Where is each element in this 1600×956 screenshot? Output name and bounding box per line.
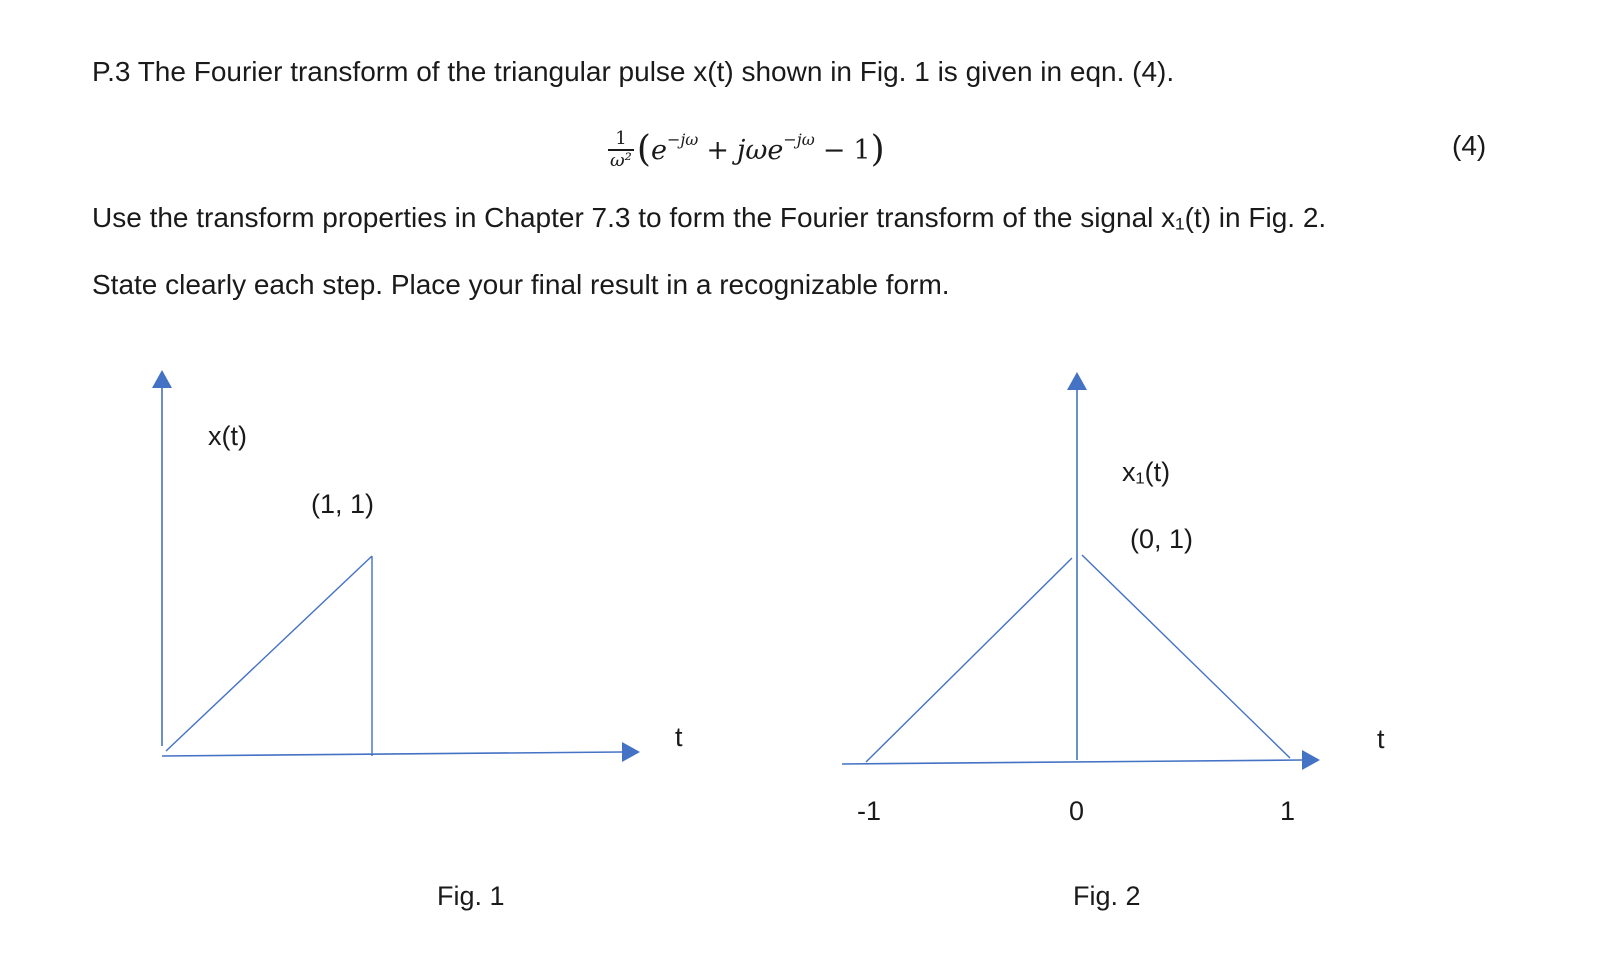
equation-term1-exponent: −jω xyxy=(666,129,699,149)
fig2-x-label: t xyxy=(1377,724,1385,754)
fig2-y-axis-arrowhead-icon xyxy=(1067,372,1087,390)
fig1-y-label: x(t) xyxy=(208,421,247,451)
equation-number: (4) xyxy=(1452,130,1487,161)
problem-statement-line1: P.3 The Fourier transform of the triangular pulse x(t) shown in Fig. 1 is given in eqn. (4). xyxy=(92,56,1175,87)
fig2-caption: Fig. 2 xyxy=(1073,881,1141,911)
problem-statement-line2: Use the transform properties in Chapter 7.3 to form the Fourier transform of the signal x₁(t) in Fig. 2. xyxy=(92,202,1327,233)
fig2-left-ramp-line xyxy=(866,558,1072,762)
fig2-tick-zero: 0 xyxy=(1069,796,1085,826)
fig1-x-label: t xyxy=(675,722,683,752)
fig1-ramp-line xyxy=(166,556,372,751)
fig1-caption: Fig. 1 xyxy=(437,881,505,911)
equation-term1-base: e xyxy=(650,134,667,166)
fig1-x-axis-arrowhead-icon xyxy=(622,742,640,762)
fig1-y-axis-arrowhead-icon xyxy=(152,370,172,388)
equation-constant: 1 xyxy=(853,134,871,166)
equation-term2-base: jωe xyxy=(736,134,784,166)
fig2-tick-one: 1 xyxy=(1280,796,1296,826)
fig2-x-axis-arrowhead-icon xyxy=(1302,750,1320,770)
equation-plus: + xyxy=(706,134,729,166)
fig2-x-axis xyxy=(842,760,1302,764)
fig2-point-label: (0, 1) xyxy=(1130,524,1194,554)
equation-close-paren: ) xyxy=(870,129,885,170)
equation-minus: − xyxy=(822,134,846,166)
fig1-point-label: (1, 1) xyxy=(311,489,375,519)
fig2-right-ramp-line xyxy=(1082,555,1290,758)
figure-2 xyxy=(842,372,1385,911)
equation-denominator: ω² xyxy=(610,149,632,171)
equation-numerator: 1 xyxy=(615,128,627,150)
equation-term2-exponent: −jω xyxy=(783,129,815,149)
fig2-y-label: x₁(t) xyxy=(1122,457,1171,487)
fig1-x-axis xyxy=(162,752,622,756)
fig2-tick-neg-one: -1 xyxy=(857,796,882,826)
equation-open-paren: ( xyxy=(636,129,651,170)
figure-1 xyxy=(152,370,683,911)
problem-statement-line3: State clearly each step. Place your final result in a recognizable form. xyxy=(92,269,950,300)
